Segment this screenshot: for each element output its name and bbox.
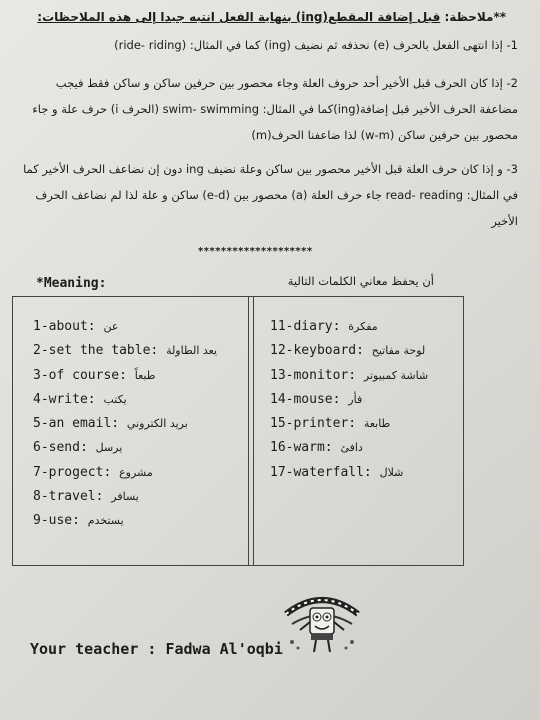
rule-1: 1- إذا انتهى الفعل بالحرف (e) نحذفه ثم نضيف (ing) كما في المثال: (ride- riding)	[114, 38, 518, 52]
vocab-item: 5-an email: بريد الكتروني	[33, 416, 188, 432]
rule-3: 3- و إذا كان حرف العلة قبل الأخير محصور بين ساكن وعلة نضيف ing دون إن نضاعف الحرف الأخير كما في المثال: read- reading جاء حرف العلة (a) محصور بين (e-d) ساكن و علة لذا لم نضاعف الحرف الأخير	[23, 162, 518, 228]
vocab-item: 7-progect: مشروع	[33, 464, 153, 480]
column-divider	[248, 297, 254, 565]
vocab-item: 3-of course: طبعاً	[33, 367, 156, 383]
teacher-signature: Your teacher : Fadwa Al'oqbi	[30, 640, 283, 658]
vocab-item: 4-write: يكتب	[33, 391, 127, 407]
vocab-item: 12-keyboard: لوحة مفاتيح	[270, 343, 426, 359]
vocab-item: 11-diary: مفكرة	[270, 319, 378, 334]
vocab-item: 14-mouse: فأر	[270, 391, 363, 407]
vocab-item: 9-use: يستخدم	[33, 513, 124, 529]
note-underlined: قبل إضافة المقطع(ing) بنهاية الفعل انتبه جيدا إلى هذه الملاحظات:	[37, 10, 441, 24]
vocab-item: 8-travel: يسافر	[33, 489, 139, 505]
note-title	[26, 10, 506, 24]
vocab-item: 15-printer: طابعة	[270, 416, 391, 432]
cartoon-sponge-icon	[278, 584, 366, 656]
meaning-label: *Meaning:	[36, 276, 107, 291]
vocab-item: 13-monitor: شاشة كمبيوتر	[270, 367, 429, 383]
vocab-heading-arabic: أن يحفظ معاني الكلمات التالية	[287, 274, 434, 288]
vocab-item: 6-send: يرسل	[33, 440, 123, 456]
vocab-item: 17-waterfall: شلال	[270, 464, 404, 480]
note-prefix: **ملاحظة:	[440, 10, 506, 24]
vocab-item: 2-set the table: يعد الطاولة	[33, 343, 218, 359]
vocab-item: 16-warm: دافئ	[270, 440, 363, 456]
rule-2: 2- إذا كان الحرف قبل الأخير أحد حروف العلة وجاء محصور بين حرفين ساكن و ساكن فقط فيجب مضاعفة الحرف الأخير قبل إضافة(ing)كما في المثال: swim- swimming (الحرف i) حرف علة و جاء محصور بين حرفين ساكن (w-m) لذا ضاعفنا الحرف(m)	[32, 76, 518, 142]
vocab-table	[12, 296, 464, 566]
vocab-item: 1-about: عن	[33, 319, 119, 334]
vocab-column-left	[33, 319, 217, 538]
vocab-column-right	[270, 319, 428, 489]
star-separator: ********************	[198, 246, 313, 257]
